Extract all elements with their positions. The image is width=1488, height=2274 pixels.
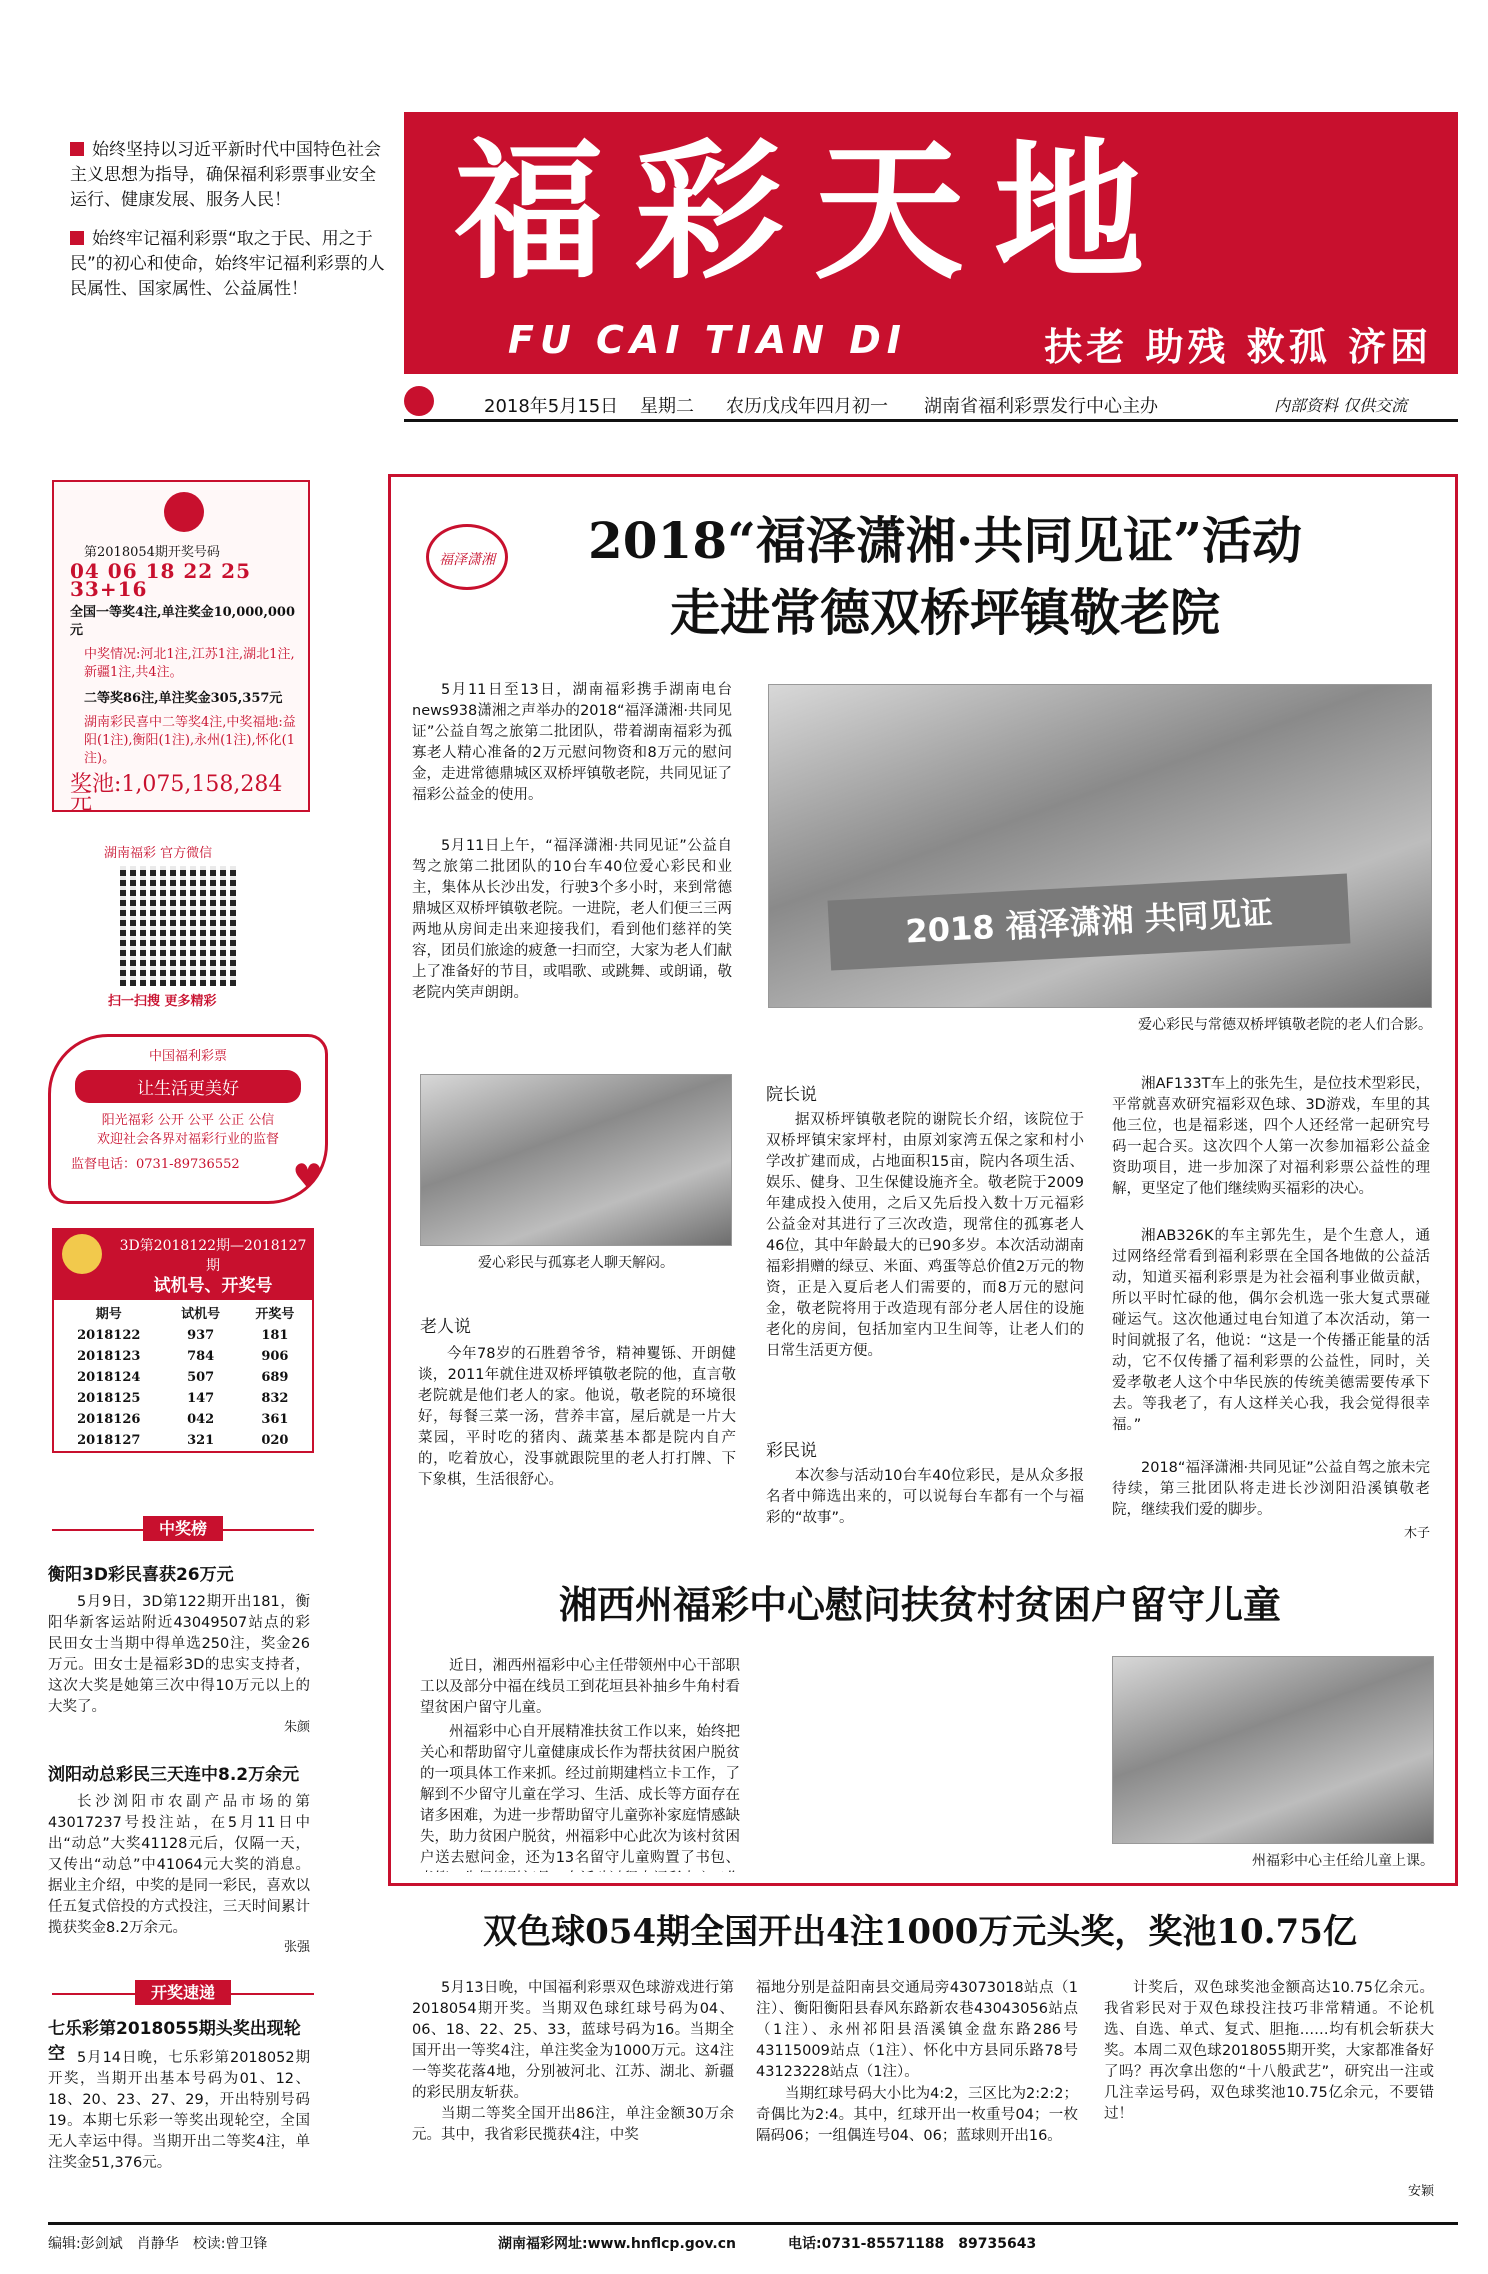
xiangxi-para-1: 近日，湘西州福彩中心主任带领州中心干部职工以及部分中福在线员工到花垣县补抽乡牛角村看望贫困户留守儿童。 bbox=[420, 1658, 740, 1716]
issue-date: 2018年5月15日 bbox=[484, 396, 619, 417]
internal-note: 内部资料 仅供交流 bbox=[1274, 396, 1408, 415]
winner-b-body: 长沙浏阳市农副产品市场的第43017237号投注站，在5月11日中出“动总”大奖41128元后，仅隔一天，又传出“动总”中41064元大奖的消息。据业主介绍，中奖的是同一彩民，喜欢以任五复式倍投的方式投注，三天时间累计揽获奖金8.2万余元。 bbox=[48, 1794, 310, 1936]
draw-issue: 第2018054期开奖号码 bbox=[84, 545, 220, 560]
dean-head: 院长说 bbox=[766, 1085, 817, 1105]
draw-second-prize: 二等奖86注,单注奖金305,357元 bbox=[84, 691, 283, 706]
qr-pattern bbox=[120, 866, 240, 986]
ad-brand: 中国福利彩票 bbox=[148, 1049, 227, 1064]
winner-b-title: 浏阳动总彩民三天连中8.2万余元 bbox=[48, 1765, 300, 1785]
elder-head: 老人说 bbox=[420, 1317, 471, 1337]
ssq-col2: 福地分别是益阳南县交通局旁43073018站点（1注）、衡阳衡阳县春风东路新农巷43043056站点（1注）、永州祁阳县浯溪镇金盘东路286号43115009站点（1注）、怀化中方县同乐路78号43123228站点（1注）。 bbox=[756, 1980, 1078, 2080]
draw-pool: 奖池:1,075,158,284元 bbox=[70, 772, 283, 815]
express-title: 七乐彩第2018055期头奖出现轮空 bbox=[48, 2019, 301, 2064]
draw-first-detail: 中奖情况:河北1注,江苏1注,湖北1注,新疆1注,共4注。 bbox=[84, 647, 295, 680]
ad-line1: 阳光福彩 公开 公平 公正 公信 bbox=[101, 1113, 275, 1128]
dateline bbox=[404, 384, 1458, 422]
table-row: 2018126 042 361 bbox=[77, 1412, 289, 1427]
winner-b-author: 张强 bbox=[283, 1940, 310, 1955]
slogan-1: 始终坚持以习近平新时代中国特色社会主义思想为指导，确保福利彩票事业安全运行、健康发展、服务人民！ bbox=[70, 140, 381, 210]
right-para-3: 2018“福泽潇湘·共同见证”公益自驾之旅未完待续，第三批团队将走进长沙浏阳沿溪镇敬老院，继续我们爱的脚步。 bbox=[1112, 1460, 1430, 1518]
classroom-photo bbox=[1112, 1656, 1434, 1844]
welfare-ad bbox=[48, 1034, 328, 1204]
footer-phone: 电话:0731-85571188 89735643 bbox=[788, 2236, 1037, 2252]
masthead-banner bbox=[404, 112, 1458, 374]
footer-site[interactable]: 湖南福彩网址:www.hnflcp.gov.cn bbox=[498, 2236, 736, 2252]
group-photo bbox=[768, 684, 1432, 1008]
ssq-col1: 5月13日晚，中国福利彩票双色球游戏进行第2018054期开奖。当期双色球红球号码为04、06、18、22、25、33，蓝球号码为16。当期全国开出一等奖4注，单注奖金为1000万元。这4注一等奖花落4地，分别被河北、江苏、湖北、新疆的彩民朋友斩获。 bbox=[412, 1980, 734, 2101]
ad-hotline: 监督电话：0731-89736552 bbox=[71, 1157, 240, 1172]
col-trial: 试机号 bbox=[181, 1307, 221, 1322]
table-row: 2018127 321 020 bbox=[77, 1433, 289, 1448]
wechat-scan-hint: 扫一扫搜 更多精彩 bbox=[108, 994, 217, 1009]
ssq-col3: 计奖后，双色球奖池金额高达10.75亿余元。我省彩民对于双色球投注技巧非常精通。不论机选、自选、单式、复式、胆拖……均有机会斩获大奖。本周二双色球2018055期开奖，大家都准备好了吗？再次拿出您的“十八般武艺”，研究出一注或几注幸运号码，双色球奖池10.75亿余元，不要错过！ bbox=[1104, 1980, 1434, 2122]
fuze-logo-icon: 福泽潇湘 bbox=[426, 524, 508, 590]
ad-slogan: 让生活更美好 bbox=[75, 1070, 301, 1103]
photo-banner-text: 2018 福泽潇湘 共同见证 bbox=[828, 873, 1351, 970]
wechat-title: 湖南福彩 官方微信 bbox=[104, 846, 213, 861]
xiangxi-para-2: 州福彩中心自开展精准扶贫工作以来，始终把关心和帮助留守儿童健康成长作为帮扶贫困户脱贫的一项具体工作来抓。经过前期建档立卡工作，了解到不少留守儿童在学习、生活、成长等方面存在诸多困难，为进一步帮助留守儿童弥补家庭情感缺失，助力贫困户脱贫，州福彩中心此次为该村贫困户送去慰问金，还为13名留守儿童购置了书包、 bbox=[420, 1724, 740, 1866]
trial-number-table bbox=[52, 1228, 314, 1453]
main-intro-1: 5月11日至13日，湖南福彩携手湖南电台news938潇湘之声举办的2018“福泽潇湘·共同见证”公益自驾之旅第二批团队，带着湖南福彩为孤寡老人精心准备的2万元慰问物资和8万元的慰问金，走进常德鼎城区双桥坪镇敬老院，共同见证了福彩公益金的使用。 bbox=[412, 682, 732, 803]
table-row: 2018122 937 181 bbox=[77, 1328, 289, 1343]
right-author: 木子 bbox=[1403, 1526, 1430, 1541]
square-bullet-icon bbox=[70, 142, 84, 156]
section-express: 开奖速递 bbox=[52, 1978, 314, 2008]
masthead-motto: 扶老 助残 救孤 济困 bbox=[1044, 324, 1432, 369]
main-title-1: 2018“福泽潇湘·共同见证”活动 bbox=[587, 511, 1303, 570]
chat-photo bbox=[420, 1074, 732, 1246]
dean-body: 据双桥坪镇敬老院的谢院长介绍，该院位于双桥坪镇宋家坪村，由原刘家湾五保之家和村小学改扩建而成，占地面积15亩，院内各项生活、娱乐、健身、卫生保健设施齐全。敬老院于2009年建成投入使用，之后又先后投入数十万元福彩公益金对其进行了三次改造，现常住的孤寡老人46位，其中年龄最大的已90多岁。本次活动湖南福彩捐赠的绿豆、米面、鸡蛋等总价值2万元的物资，正是入夏后老人们需要的，而8万元的慰问金，敬老院将用于改造现有部分老人居住的设施老化的房间，包括加室内卫生间等，让老人们的日常生活更方便。 bbox=[766, 1112, 1084, 1359]
ssq-author: 安颖 bbox=[1407, 2184, 1434, 2199]
draw-first-prize: 全国一等奖4注,单注奖金10,000,000元 bbox=[70, 605, 295, 638]
ssq-draw-box bbox=[52, 480, 310, 815]
table-row: 2018124 507 689 bbox=[77, 1370, 289, 1385]
classroom-caption: 州福彩中心主任给儿童上课。 bbox=[1252, 1853, 1434, 1869]
express-body: 5月14日晚，七乐彩第2018052期开奖，当期开出基本号码为01、12、18、20、23、27、29，开出特别号码19。本期七乐彩一等奖出现轮空，全国无人幸运中得。当期开出二等奖4注，单注奖金51,376元。 bbox=[48, 2050, 310, 2171]
weekday: 星期二 bbox=[640, 396, 694, 417]
right-para-1: 湘AF133T车上的张先生，是位技术型彩民，平常就喜欢研究福彩双色球、3D游戏，车里的其他三位，也是福彩迷，四个人还经常一起研究号码一起合买。这次四个人第一次参加福彩公益金资助项目，进一步加深了对福利彩票公益性的理解，更坚定了他们继续购买福彩的决心。 bbox=[1112, 1076, 1430, 1197]
table-row: 2018125 147 832 bbox=[77, 1391, 289, 1406]
square-bullet-icon bbox=[70, 231, 84, 245]
chat-photo-caption: 爱心彩民与孤寡老人聊天解闷。 bbox=[478, 1255, 674, 1271]
masthead-pinyin: FU CAI TIAN DI bbox=[508, 318, 907, 362]
elder-body: 今年78岁的石胜碧爷爷，精神矍铄、开朗健谈，2011年就住进双桥坪镇敬老院的他，直言敬老院就是他们老人的家。他说，敬老院的环境很好，每餐三菜一汤，营养丰富，屋后就是一片大菜园，平时吃的猪肉、蔬菜基本都是院内自产的，吃着放心，没事就跟院里的老人打打牌、下下象棋，生活很舒心。 bbox=[418, 1346, 736, 1488]
mascot-icon bbox=[62, 1234, 102, 1274]
slogan-block bbox=[70, 138, 390, 316]
trial-table bbox=[54, 1300, 312, 1451]
heart-icon: ♥ bbox=[292, 1157, 323, 1197]
badge-icon bbox=[164, 492, 204, 532]
col-result: 开奖号 bbox=[255, 1307, 295, 1322]
slogan-2: 始终牢记福利彩票“取之于民、用之于民”的初心和使命，始终牢记福利彩票的人民属性、国家属性、公益属性！ bbox=[70, 229, 385, 299]
ssq-col2b: 当期红球号码大小比为4:2，三区比为2:2:2；奇偶比为2:4。其中，红球开出一枚重号04；一枚隔码06；一组偶连号04、06；蓝球则开出16。 bbox=[756, 2086, 1078, 2144]
draw-second-detail: 湖南彩民喜中二等奖4注,中奖福地:益阳(1注),衡阳(1注),永州(1注),怀化(1注)。 bbox=[84, 715, 296, 766]
trial-header: 3D第2018122期—2018127期 试机号、开奖号 bbox=[54, 1230, 312, 1300]
ad-line2: 欢迎社会各界对福彩行业的监督 bbox=[96, 1132, 279, 1147]
footer bbox=[48, 2222, 1458, 2252]
masthead-title: 福彩天地 bbox=[454, 126, 1175, 300]
right-para-2: 湘AB326K的车主郭先生，是个生意人，通过网络经常看到福利彩票在全国各地做的公益活动，知道买福利彩票是为社会福利事业做贡献，所以平时忙碌的他，偶尔会机选一张大复式票碰碰运气。这次他通过电台知道了本次活动，第一时间就报了名，他说：“这是一个传播正能量的活动，它不仅传播了福利彩票的公益性，同时，关爱孝敬老人这个中华民族的传统美德需要传承下去。等我老了，有人这样关心我，我会觉得很幸福。” bbox=[1112, 1228, 1430, 1433]
table-row: 2018123 784 906 bbox=[77, 1349, 289, 1364]
welfare-lottery-logo-icon bbox=[404, 386, 434, 416]
draw-numbers: 04 06 18 22 25 33+16 bbox=[70, 559, 252, 601]
section-winners: 中奖榜 bbox=[52, 1514, 314, 1544]
lunar-date: 农历戊戌年四月初一 bbox=[726, 396, 888, 417]
player-body: 本次参与活动10台车40位彩民，是从众多报名者中筛选出来的，可以说每台车都有一个与福彩的“故事”。 bbox=[766, 1468, 1084, 1526]
publisher: 湖南省福利彩票发行中心主办 bbox=[924, 396, 1158, 417]
footer-editors: 编辑:彭剑斌 肖静华 校读:曾卫锋 bbox=[48, 2236, 268, 2252]
col-issue: 期号 bbox=[95, 1307, 122, 1322]
main-title-2: 走进常德双桥坪镇敬老院 bbox=[670, 583, 1220, 642]
xiangxi-title: 湘西州福彩中心慰问扶贫村贫困户留守儿童 bbox=[558, 1582, 1281, 1627]
winner-a-body: 5月9日，3D第122期开出181，衡阳华新客运站附近43049507站点的彩民田女士当期中得单选250注，奖金26万元。田女士是福彩3D的忠实支持者，这次大奖是她第三次中得10万元以上的大奖了。 bbox=[48, 1594, 310, 1715]
winner-a-author: 朱颜 bbox=[283, 1720, 310, 1735]
main-intro-2: 5月11日上午，“福泽潇湘·共同见证”公益自驾之旅第二批团队的10台车40位爱心彩民和业主，集体从长沙出发，行驶3个多小时，来到常德鼎城区双桥坪镇敬老院。一进院，老人们便三三两两地从房间走出来迎接我们，看到他们慈祥的笑容，团员们旅途的疲惫一扫而空，大家为老人们献上了准备好的节目，或唱歌、或跳舞、或朗诵，敬老院内笑声朗朗。 bbox=[412, 838, 732, 1001]
ssq-col1b: 当期二等奖全国开出86注，单注金额30万余元。其中，我省彩民揽获4注，中奖 bbox=[412, 2106, 734, 2143]
ssq-title: 双色球054期全国开出4注1000万元头奖，奖池10.75亿 bbox=[483, 1912, 1357, 1952]
player-head: 彩民说 bbox=[766, 1441, 817, 1461]
group-photo-caption: 爱心彩民与常德双桥坪镇敬老院的老人们合影。 bbox=[1138, 1017, 1432, 1033]
winner-a-title: 衡阳3D彩民喜获26万元 bbox=[48, 1565, 234, 1585]
